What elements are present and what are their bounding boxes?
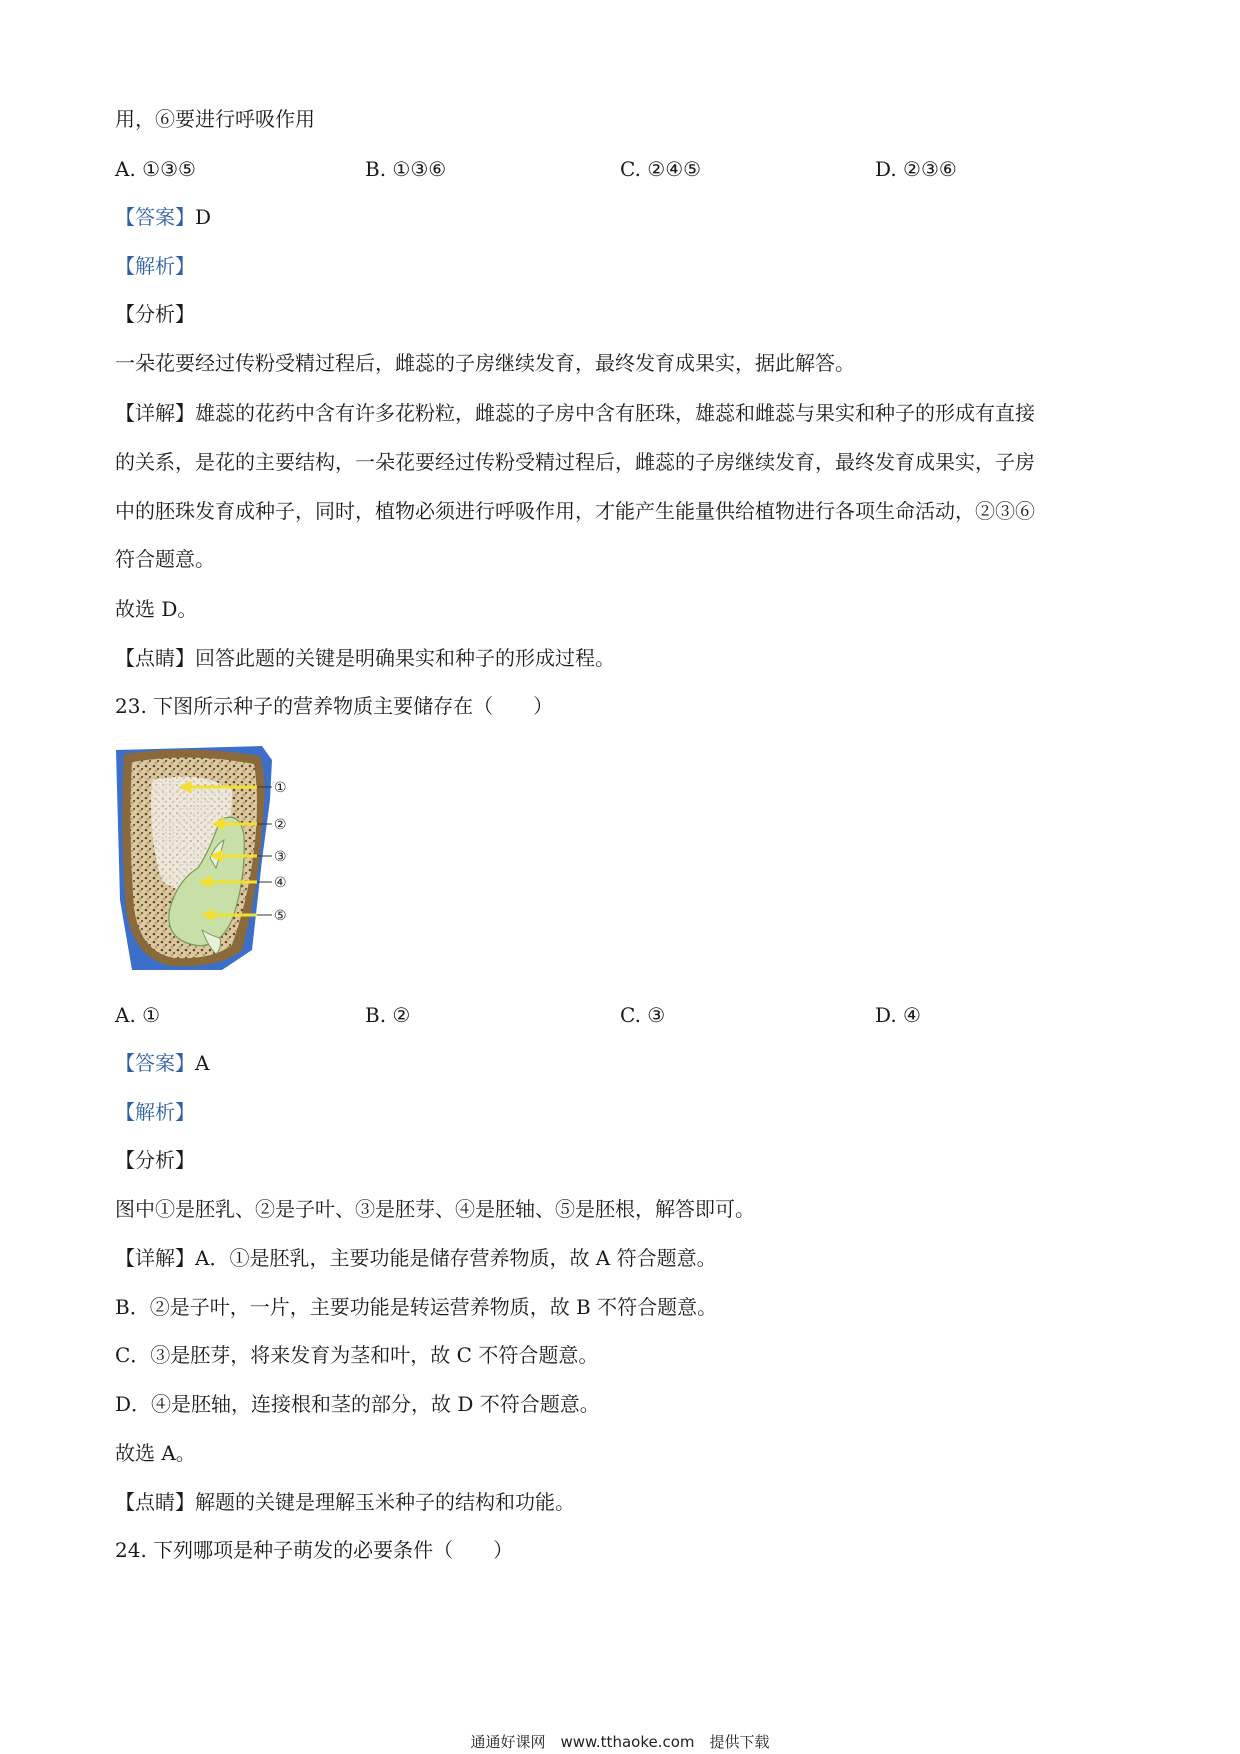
q22-detail-line-4: 符合题意。 (115, 547, 215, 571)
q22-option-a: A. ①③⑤ (115, 157, 196, 181)
corn-seed-svg (112, 740, 312, 975)
q23-detail-d: D．④是胚轴，连接根和茎的部分，故 D 不符合题意。 (115, 1392, 600, 1416)
q23-option-d: D. ④ (875, 1003, 921, 1027)
q23-fenxi-tag: 【分析】 (115, 1148, 195, 1172)
answer-tag: 【答案】 (115, 205, 195, 229)
label-4: ④ (274, 875, 287, 891)
detail-tag: 【详解】 (115, 1246, 195, 1270)
answer-value: D (195, 205, 212, 229)
detail-text: A．①是胚乳，主要功能是储存营养物质，故 A 符合题意。 (195, 1246, 717, 1270)
q23-option-a: A. ① (115, 1003, 161, 1027)
q23-detail-b: B．②是子叶，一片，主要功能是转运营养物质，故 B 不符合题意。 (115, 1295, 718, 1319)
dianjing-tag: 【点睛】 (115, 1490, 195, 1514)
q23-dianjing (115, 1489, 575, 1515)
label-2: ② (274, 817, 287, 833)
q22-dianjing (115, 645, 615, 671)
q23-stem: 23. 下图所示种子的营养物质主要储存在（ ） (115, 694, 554, 718)
dianjing-text: 解题的关键是理解玉米种子的结构和功能。 (195, 1490, 575, 1514)
q22-analysis-tag: 【解析】 (115, 254, 195, 278)
q23-option-b: B. ② (365, 1003, 411, 1027)
q22-option-b: B. ①③⑥ (365, 157, 447, 181)
detail-tag: 【详解】 (115, 401, 195, 425)
q23-analysis-tag: 【解析】 (115, 1100, 195, 1124)
answer-value: A (195, 1051, 210, 1075)
dianjing-tag: 【点睛】 (115, 646, 195, 670)
q22-choose: 故选 D。 (115, 597, 198, 621)
q23-answer-line (115, 1050, 209, 1076)
q22-option-c: C. ②④⑤ (620, 157, 702, 181)
q23-detail-a (115, 1245, 717, 1271)
label-5: ⑤ (274, 908, 287, 924)
q22-option-d: D. ②③⑥ (875, 157, 957, 181)
q22-stem-tail: 用，⑥要进行呼吸作用 (115, 107, 315, 131)
page-footer: 通通好课网 www.tthaoke.com 提供下载 (470, 1733, 770, 1751)
q24-stem: 24. 下列哪项是种子萌发的必要条件（ ） (115, 1538, 514, 1562)
q23-option-c: C. ③ (620, 1003, 666, 1027)
q22-fenxi-tag: 【分析】 (115, 302, 195, 326)
q23-detail-c: C．③是胚芽，将来发育为茎和叶，故 C 不符合题意。 (115, 1343, 599, 1367)
detail-text: 雄蕊的花药中含有许多花粉粒，雌蕊的子房中含有胚珠，雄蕊和雌蕊与果实和种子的形成有直接 (195, 401, 1035, 425)
q23-choose: 故选 A。 (115, 1441, 196, 1465)
q23-fenxi-text: 图中①是胚乳、②是子叶、③是胚芽、④是胚轴、⑤是胚根，解答即可。 (115, 1197, 755, 1221)
q22-fenxi-text: 一朵花要经过传粉受精过程后，雌蕊的子房继续发育，最终发育成果实，据此解答。 (115, 351, 855, 375)
q22-detail-line-1 (115, 400, 1035, 426)
corn-seed-diagram (112, 740, 312, 975)
dianjing-text: 回答此题的关键是明确果实和种子的形成过程。 (195, 646, 615, 670)
q22-answer-line (115, 204, 211, 230)
label-1: ① (274, 780, 287, 796)
answer-tag: 【答案】 (115, 1051, 195, 1075)
q22-detail-line-3: 中的胚珠发育成种子，同时，植物必须进行呼吸作用，才能产生能量供给植物进行各项生命活动，②③⑥ (115, 499, 1035, 523)
label-3: ③ (274, 849, 287, 865)
q22-detail-line-2: 的关系，是花的主要结构，一朵花要经过传粉受精过程后，雌蕊的子房继续发育，最终发育成果实，子房 (115, 450, 1035, 474)
